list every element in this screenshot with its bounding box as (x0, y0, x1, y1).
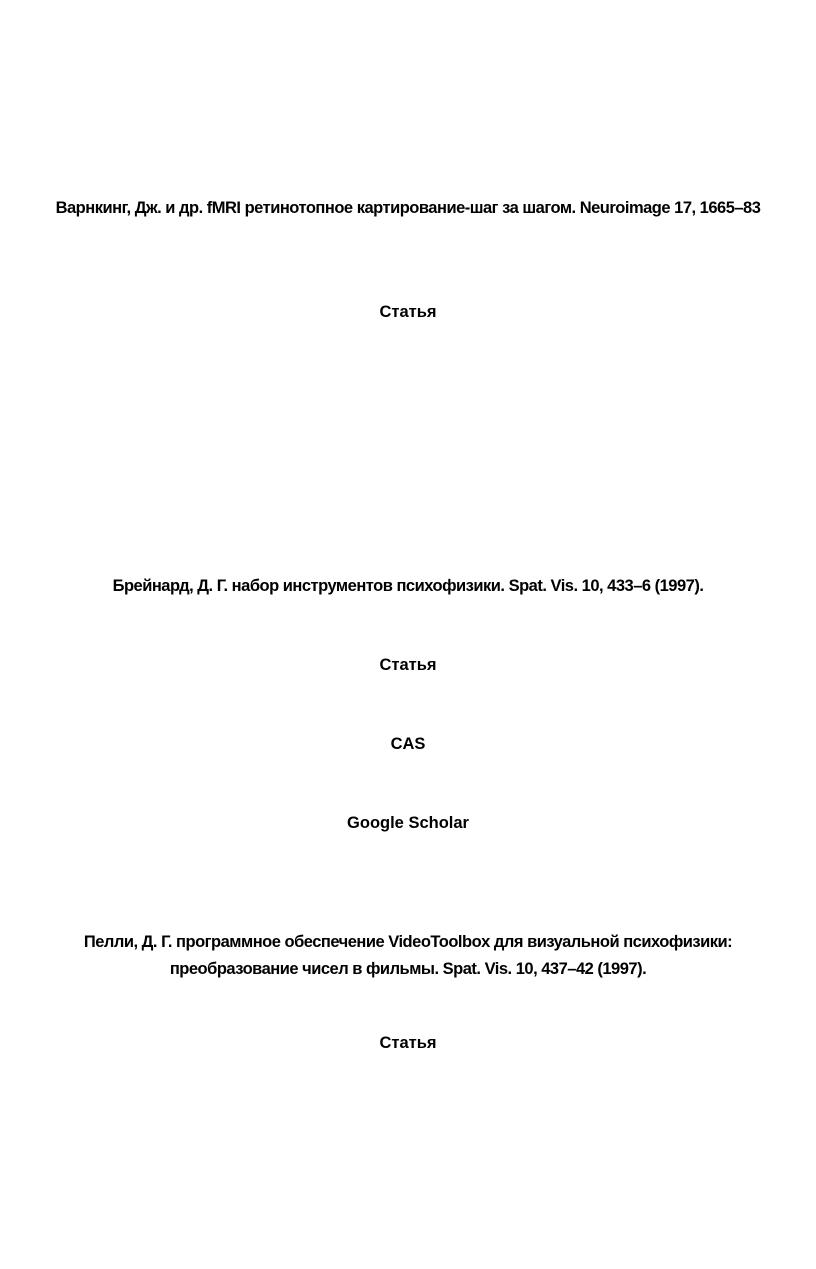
reference-2-article-link[interactable]: Статья (379, 656, 437, 674)
reference-2-cas-link[interactable]: CAS (390, 735, 426, 753)
reference-3-text-line-2: преобразование чисел в фильмы. Spat. Vis. 10, 437–42 (1997). (169, 960, 647, 978)
reference-1-text: Варнкинг, Дж. и др. fMRI ретинотопное картирование-шаг за шагом. Neuroimage 17, 1665–83 (55, 199, 761, 217)
reference-2-text: Брейнард, Д. Г. набор инструментов психофизики. Spat. Vis. 10, 433–6 (1997). (112, 577, 704, 595)
reference-3-text-line-1: Пелли, Д. Г. программное обеспечение VideoToolbox для визуальной психофизики: (83, 933, 733, 951)
reference-3-article-link[interactable]: Статья (379, 1034, 437, 1052)
reference-1-article-link[interactable]: Статья (379, 303, 437, 321)
reference-2-google-scholar-link[interactable]: Google Scholar (347, 814, 469, 832)
